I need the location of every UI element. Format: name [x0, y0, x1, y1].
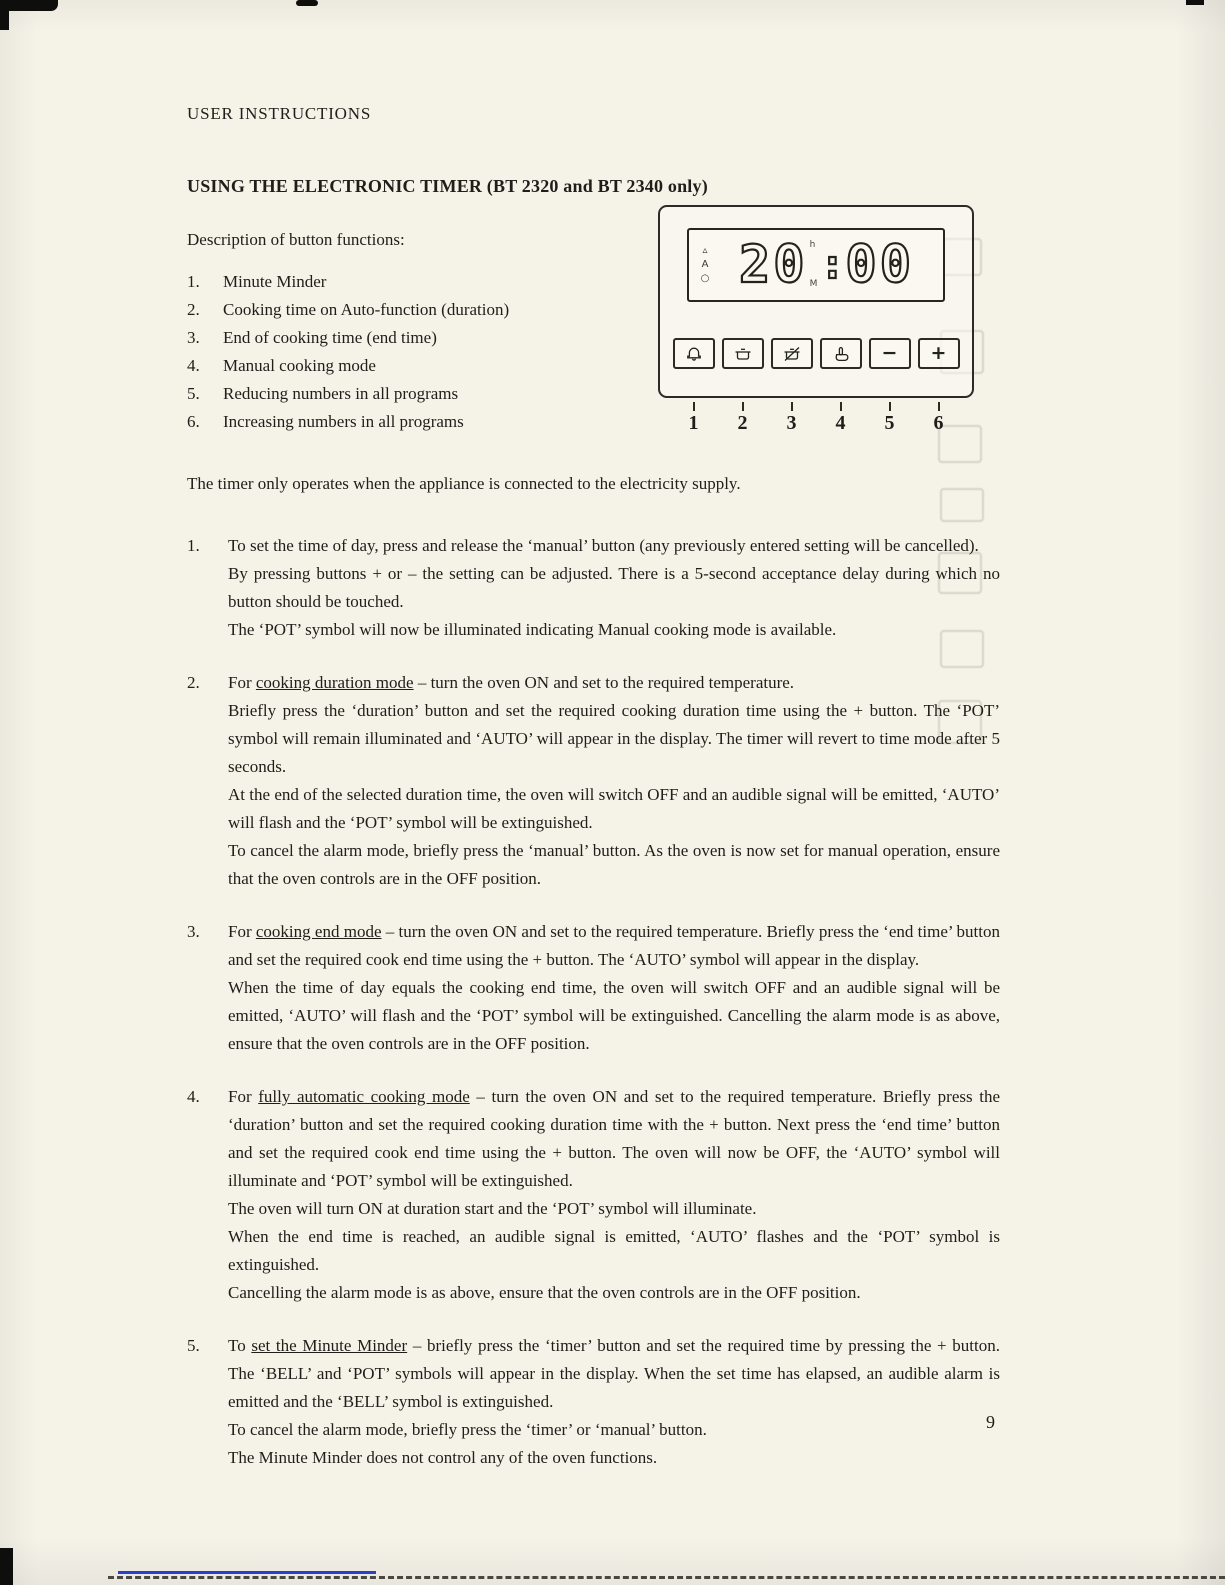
minute-mark: M [809, 279, 818, 289]
minus-icon: − [881, 342, 898, 364]
list-item [187, 352, 1000, 380]
step-paragraph: For fully automatic cooking mode – turn the oven ON and set to the required temperature. Briefly press the ‘duration’ button and set the required cooking duration time with the + button. Next press the ‘end time’ button and set the required cook end time using the + button. The oven will now be OFF, the ‘AUTO’ symbol will illuminate and ‘POT’ symbol will be extinguished. [228, 1087, 1000, 1190]
scan-mark [1186, 0, 1204, 5]
list-item [187, 380, 1000, 408]
step-5 [187, 1332, 1000, 1472]
text-column [187, 100, 1000, 1497]
step-text [228, 669, 1000, 893]
bell-indicator-icon: ▵ [702, 245, 708, 256]
list-number: 3. [187, 328, 200, 347]
step-text [228, 1083, 1000, 1307]
page-title: USING THE ELECTRONIC TIMER (BT 2320 and BT 2340 only) [187, 176, 708, 196]
step-text [228, 532, 1000, 644]
button-function-list [187, 268, 1000, 436]
step-text [228, 918, 1000, 1058]
power-note: The timer only operates when the appliance is connected to the electricity supply. [187, 474, 741, 493]
step-2 [187, 669, 1000, 893]
description-label: Description of button functions: [187, 230, 405, 249]
list-number: 5. [187, 384, 200, 403]
button-number: 1 [688, 412, 699, 434]
step-paragraph: To cancel the alarm mode, briefly press the ‘timer’ or ‘manual’ button. [228, 1420, 707, 1439]
page-number: 9 [986, 1412, 995, 1432]
scan-mark [0, 0, 9, 30]
bottom-blue-line [118, 1571, 376, 1574]
button-number: 2 [737, 412, 748, 434]
step-paragraph: The Minute Minder does not control any of the oven functions. [228, 1448, 658, 1467]
step-number: 5. [187, 1336, 200, 1355]
step-paragraph: For cooking end mode – turn the oven ON and set to the required temperature. Briefly press the ‘end time’ button and set the required cook end time using the + button. The ‘AUTO’ symbol will appear in the display. [228, 922, 1000, 969]
manual-indicator-icon: ○ [700, 273, 710, 284]
auto-indicator: A [701, 259, 709, 270]
list-number: 6. [187, 412, 200, 431]
step-paragraph: The ‘POT’ symbol will now be illuminated indicating Manual cooking mode is available. [228, 620, 837, 639]
step-1 [187, 532, 1000, 644]
scan-mark [296, 0, 318, 6]
scan-mark [0, 1548, 13, 1585]
step-paragraph: To set the time of day, press and release the ‘manual’ button (any previously entered setting will be cancelled). [228, 536, 979, 555]
button-number: 4 [835, 412, 846, 434]
list-number: 2. [187, 300, 200, 319]
list-label: Manual cooking mode [223, 356, 376, 375]
step-number: 3. [187, 922, 200, 941]
instruction-steps [187, 532, 1000, 1472]
step-text [228, 1332, 1000, 1472]
step-paragraph: For cooking duration mode – turn the oven ON and set to the required temperature. [228, 673, 795, 692]
step-number: 2. [187, 673, 200, 692]
step-paragraph: To set the Minute Minder – briefly press the ‘timer’ button and set the required time by pressing the + button. The ‘BELL’ and ‘POT’ symbols will appear in the display. When the set time has elapsed, an audible alarm is emitted and the ‘BELL’ symbol is extinguished. [228, 1336, 1001, 1411]
list-label: Cooking time on Auto-function (duration) [223, 300, 510, 319]
list-label: Increasing numbers in all programs [223, 412, 464, 431]
hour-mark: h [809, 240, 816, 250]
button-number: 5 [884, 412, 895, 434]
list-label: Reducing numbers in all programs [223, 384, 459, 403]
step-paragraph: Cancelling the alarm mode is as above, ensure that the oven controls are in the OFF position. [228, 1283, 861, 1302]
display-hours: 20 [738, 235, 808, 295]
list-number: 1. [187, 272, 200, 291]
step-paragraph: By pressing buttons + or – the setting can be adjusted. There is a 5-second acceptance delay during which no button should be touched. [228, 564, 1000, 611]
step-3 [187, 918, 1000, 1058]
step-number: 1. [187, 536, 200, 555]
list-item [187, 296, 1000, 324]
display-colon: : [820, 242, 845, 288]
step-paragraph: To cancel the alarm mode, briefly press the ‘manual’ button. As the oven is now set for manual operation, ensure that the oven controls are in the OFF position. [228, 841, 1000, 888]
document-header: USER INSTRUCTIONS [187, 104, 372, 123]
step-4 [187, 1083, 1000, 1307]
list-number: 4. [187, 356, 200, 375]
plus-icon: + [930, 342, 947, 364]
display-minutes: 00 [845, 235, 915, 295]
step-paragraph: The oven will turn ON at duration start and the ‘POT’ symbol will illuminate. [228, 1199, 757, 1218]
button-number: 3 [786, 412, 797, 434]
button-number: 6 [933, 412, 944, 434]
step-paragraph: Briefly press the ‘duration’ button and set the required cooking duration time using the + button. The ‘POT’ symbol will remain illuminated and ‘AUTO’ will appear in the display. The timer will revert to time mode after 5 seconds. [228, 701, 1000, 776]
step-number: 4. [187, 1087, 200, 1106]
step-paragraph: At the end of the selected duration time, the oven will switch OFF and an audible signal will be emitted, ‘AUTO’ will flash and the ‘POT’ symbol will be extinguished. [228, 785, 1000, 832]
list-item [187, 324, 1000, 352]
step-paragraph: When the time of day equals the cooking end time, the oven will switch OFF and an audible signal will be emitted, ‘AUTO’ will flash and the ‘POT’ symbol will be extinguished. Cancelling the alarm mode is as above, ensure that the oven controls are in the OFF position. [228, 978, 1000, 1053]
list-label: Minute Minder [223, 272, 327, 291]
list-label: End of cooking time (end time) [223, 328, 437, 347]
list-item [187, 408, 1000, 436]
step-paragraph: When the end time is reached, an audible signal is emitted, ‘AUTO’ flashes and the ‘POT’ symbol is extinguished. [228, 1227, 1000, 1274]
bottom-dashed-line [108, 1576, 1225, 1579]
list-item [187, 268, 1000, 296]
